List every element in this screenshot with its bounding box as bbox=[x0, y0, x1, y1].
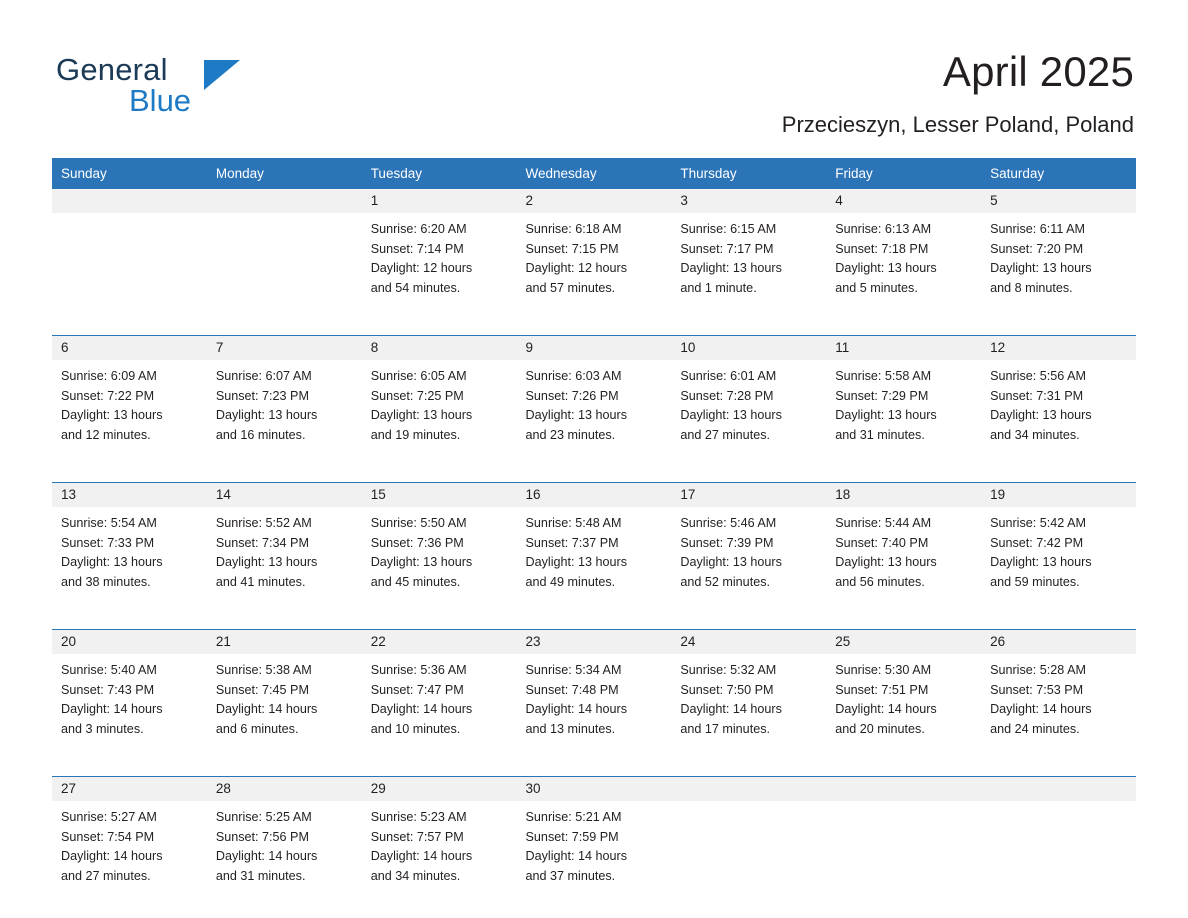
day-sun-info bbox=[207, 654, 362, 739]
week-separator-cell bbox=[362, 764, 517, 777]
day-number: 23 bbox=[525, 634, 541, 649]
calendar-day-cell[interactable] bbox=[362, 630, 517, 765]
day-sun-info-line: Sunset: 7:15 PM bbox=[525, 241, 619, 256]
day-number: 30 bbox=[525, 781, 541, 796]
day-sun-info-line: and 20 minutes. bbox=[835, 721, 925, 736]
day-sun-info-line: Sunset: 7:20 PM bbox=[990, 241, 1084, 256]
logo-text-general: General bbox=[56, 52, 168, 87]
weekday-header-sunday: Sunday bbox=[52, 158, 207, 189]
day-number: 3 bbox=[680, 193, 688, 208]
calendar-day-cell bbox=[981, 777, 1136, 912]
day-sun-info bbox=[981, 360, 1136, 445]
week-separator-cell bbox=[52, 470, 207, 483]
calendar-day-cell[interactable] bbox=[981, 630, 1136, 765]
day-sun-info-line: Sunrise: 5:44 AM bbox=[835, 516, 932, 530]
day-sun-info-line: Sunrise: 5:58 AM bbox=[835, 369, 932, 383]
day-sun-info bbox=[671, 213, 826, 298]
calendar-body bbox=[52, 189, 1136, 912]
day-sun-info-line: Sunset: 7:43 PM bbox=[61, 682, 155, 697]
day-sun-info-line: Sunrise: 6:20 AM bbox=[370, 222, 467, 236]
day-sun-info-line: Sunrise: 6:01 AM bbox=[680, 369, 777, 383]
week-separator-cell bbox=[52, 323, 207, 336]
day-sun-info-line: and 49 minutes. bbox=[525, 574, 616, 589]
day-number: 29 bbox=[370, 781, 386, 796]
day-sun-info-line: Sunrise: 5:30 AM bbox=[835, 663, 932, 677]
day-number: 4 bbox=[835, 193, 843, 208]
day-sun-info-line: and 37 minutes. bbox=[525, 868, 616, 883]
day-sun-info-line: Daylight: 14 hours bbox=[215, 849, 318, 864]
day-sun-info bbox=[826, 213, 981, 298]
page-subtitle: Przecieszyn, Lesser Poland, Poland bbox=[781, 112, 1134, 137]
day-sun-info bbox=[671, 360, 826, 445]
calendar-day-cell[interactable] bbox=[362, 777, 517, 912]
day-sun-info bbox=[517, 507, 672, 592]
day-number: 7 bbox=[215, 340, 224, 355]
day-sun-info-line: and 56 minutes. bbox=[835, 574, 925, 589]
day-sun-info-line: Daylight: 13 hours bbox=[525, 408, 628, 423]
day-sun-info-line: and 31 minutes. bbox=[215, 868, 306, 883]
calendar-day-cell[interactable] bbox=[826, 630, 981, 765]
week-separator-cell bbox=[671, 470, 826, 483]
day-sun-info bbox=[362, 213, 517, 298]
day-sun-info-line: Sunrise: 5:40 AM bbox=[61, 663, 157, 677]
day-sun-info-line: Sunrise: 6:15 AM bbox=[680, 222, 777, 236]
week-separator-cell bbox=[671, 764, 826, 777]
day-sun-info-line: and 19 minutes. bbox=[370, 427, 461, 442]
day-sun-info-line: and 8 minutes. bbox=[990, 280, 1073, 295]
day-sun-info-line: Daylight: 13 hours bbox=[990, 408, 1092, 423]
week-separator-cell bbox=[362, 323, 517, 336]
day-sun-info-line: and 34 minutes. bbox=[990, 427, 1080, 442]
day-sun-info-line: and 24 minutes. bbox=[990, 721, 1080, 736]
weekday-header-thursday: Thursday bbox=[671, 158, 826, 189]
calendar-day-cell[interactable] bbox=[517, 336, 672, 471]
day-number: 10 bbox=[680, 340, 696, 355]
page-header bbox=[0, 0, 1188, 150]
day-sun-info-line: Daylight: 13 hours bbox=[990, 555, 1092, 570]
day-sun-info-line: and 54 minutes. bbox=[370, 280, 461, 295]
day-sun-info-line: and 13 minutes. bbox=[525, 721, 616, 736]
day-sun-info-line: and 52 minutes. bbox=[680, 574, 770, 589]
day-sun-info-line: Daylight: 12 hours bbox=[370, 261, 473, 276]
day-sun-info-line: and 57 minutes. bbox=[525, 280, 616, 295]
calendar-day-cell[interactable] bbox=[207, 777, 362, 912]
week-separator-cell bbox=[207, 617, 362, 630]
day-sun-info-line: Sunset: 7:28 PM bbox=[680, 388, 774, 403]
week-separator-cell bbox=[981, 764, 1136, 777]
day-sun-info-line: Daylight: 13 hours bbox=[680, 261, 782, 276]
calendar-day-cell bbox=[671, 777, 826, 912]
day-sun-info-line: Sunset: 7:56 PM bbox=[215, 829, 309, 844]
day-sun-info-line: Sunrise: 5:27 AM bbox=[61, 810, 157, 824]
day-sun-info-line: and 38 minutes. bbox=[61, 574, 151, 589]
day-sun-info-line: and 27 minutes. bbox=[680, 427, 770, 442]
day-sun-info-line: Sunset: 7:29 PM bbox=[835, 388, 929, 403]
day-sun-info-line: Sunset: 7:45 PM bbox=[215, 682, 309, 697]
calendar-day-cell[interactable] bbox=[671, 189, 826, 324]
week-separator bbox=[52, 470, 1136, 483]
week-separator bbox=[52, 764, 1136, 777]
day-sun-info-line: Sunrise: 5:23 AM bbox=[370, 810, 467, 824]
calendar-day-cell[interactable] bbox=[517, 777, 672, 912]
day-sun-info-line: and 16 minutes. bbox=[215, 427, 306, 442]
day-sun-info-line: Sunset: 7:31 PM bbox=[990, 388, 1084, 403]
day-sun-info-line: Sunset: 7:47 PM bbox=[370, 682, 464, 697]
day-sun-info-line: Sunset: 7:50 PM bbox=[680, 682, 774, 697]
logo-text-blue: Blue bbox=[129, 83, 192, 118]
calendar-week-row bbox=[52, 483, 1136, 618]
day-number: 24 bbox=[680, 634, 696, 649]
week-separator-cell bbox=[207, 764, 362, 777]
day-sun-info bbox=[671, 507, 826, 592]
day-sun-info-line: Sunset: 7:33 PM bbox=[61, 535, 155, 550]
week-separator-cell bbox=[981, 323, 1136, 336]
week-separator-cell bbox=[362, 617, 517, 630]
day-sun-info-line: Sunrise: 5:50 AM bbox=[370, 516, 467, 530]
day-sun-info-line: and 17 minutes. bbox=[680, 721, 770, 736]
day-sun-info bbox=[362, 507, 517, 592]
day-sun-info-line: Sunset: 7:39 PM bbox=[680, 535, 774, 550]
calendar-day-cell bbox=[826, 777, 981, 912]
day-number: 11 bbox=[835, 340, 850, 355]
day-number: 8 bbox=[370, 340, 379, 355]
week-separator-cell bbox=[671, 617, 826, 630]
day-sun-info-line: Sunrise: 5:32 AM bbox=[680, 663, 777, 677]
calendar-day-cell[interactable] bbox=[826, 483, 981, 618]
calendar-week-row bbox=[52, 630, 1136, 765]
day-sun-info-line: Sunset: 7:53 PM bbox=[990, 682, 1084, 697]
week-separator-cell bbox=[52, 617, 207, 630]
weekday-header-wednesday: Wednesday bbox=[517, 158, 672, 189]
day-sun-info-line: Sunrise: 5:25 AM bbox=[215, 810, 312, 824]
week-separator-cell bbox=[826, 617, 981, 630]
day-sun-info-line: Sunrise: 5:36 AM bbox=[370, 663, 467, 677]
weekday-header-saturday: Saturday bbox=[981, 158, 1136, 189]
day-sun-info-line: Daylight: 14 hours bbox=[370, 702, 473, 717]
day-sun-info-line: Sunset: 7:14 PM bbox=[370, 241, 464, 256]
day-sun-info-line: Sunrise: 5:48 AM bbox=[525, 516, 622, 530]
day-sun-info-line: Sunset: 7:42 PM bbox=[990, 535, 1084, 550]
day-number: 6 bbox=[61, 340, 69, 355]
calendar-day-cell[interactable] bbox=[207, 483, 362, 618]
calendar-table bbox=[52, 158, 1136, 911]
day-sun-info-line: Sunset: 7:25 PM bbox=[370, 388, 464, 403]
week-separator-cell bbox=[52, 764, 207, 777]
day-sun-info-line: and 6 minutes. bbox=[215, 721, 299, 736]
day-sun-info-line: and 59 minutes. bbox=[990, 574, 1080, 589]
day-sun-info-line: and 31 minutes. bbox=[835, 427, 925, 442]
day-number: 22 bbox=[370, 634, 386, 649]
day-sun-info-line: and 10 minutes. bbox=[370, 721, 461, 736]
week-separator bbox=[52, 323, 1136, 336]
day-sun-info-line: Sunrise: 5:52 AM bbox=[215, 516, 312, 530]
day-sun-info bbox=[826, 507, 981, 592]
calendar-day-cell[interactable] bbox=[826, 189, 981, 324]
day-sun-info-line: Daylight: 13 hours bbox=[370, 555, 473, 570]
day-sun-info-line: and 41 minutes. bbox=[215, 574, 306, 589]
day-sun-info-line: and 23 minutes. bbox=[525, 427, 616, 442]
week-separator-cell bbox=[517, 617, 672, 630]
day-sun-info-line: Daylight: 13 hours bbox=[215, 555, 318, 570]
day-sun-info-line: Sunset: 7:48 PM bbox=[525, 682, 619, 697]
week-separator-cell bbox=[207, 323, 362, 336]
week-separator-cell bbox=[362, 470, 517, 483]
day-number: 16 bbox=[525, 487, 541, 502]
day-number: 17 bbox=[680, 487, 696, 502]
day-sun-info-line: Sunrise: 6:05 AM bbox=[370, 369, 467, 383]
day-sun-info-line: Daylight: 14 hours bbox=[525, 702, 628, 717]
calendar-day-cell[interactable] bbox=[981, 189, 1136, 324]
weekday-header-tuesday: Tuesday bbox=[362, 158, 517, 189]
day-sun-info-line: Daylight: 13 hours bbox=[370, 408, 473, 423]
day-number: 13 bbox=[61, 487, 77, 502]
calendar-day-cell bbox=[207, 189, 362, 324]
calendar-day-cell[interactable] bbox=[517, 630, 672, 765]
day-sun-info-line: Daylight: 13 hours bbox=[61, 555, 163, 570]
day-sun-info-line: Daylight: 14 hours bbox=[61, 702, 163, 717]
general-blue-logo bbox=[56, 52, 256, 116]
calendar-day-cell[interactable] bbox=[671, 336, 826, 471]
day-number: 18 bbox=[835, 487, 851, 502]
day-sun-info-line: Daylight: 13 hours bbox=[680, 555, 782, 570]
day-sun-info bbox=[52, 507, 207, 592]
day-number: 19 bbox=[990, 487, 1006, 502]
calendar-week-row bbox=[52, 777, 1136, 912]
day-sun-info-line: and 27 minutes. bbox=[61, 868, 151, 883]
calendar-day-cell[interactable] bbox=[671, 483, 826, 618]
day-sun-info-line: and 34 minutes. bbox=[370, 868, 461, 883]
day-number: 14 bbox=[215, 487, 231, 502]
week-separator-cell bbox=[517, 470, 672, 483]
calendar-day-cell[interactable] bbox=[671, 630, 826, 765]
day-sun-info-line: Sunrise: 5:42 AM bbox=[990, 516, 1086, 530]
day-number: 27 bbox=[61, 781, 77, 796]
week-separator-cell bbox=[826, 323, 981, 336]
weekday-header-monday: Monday bbox=[207, 158, 362, 189]
logo-triangle-icon bbox=[204, 60, 240, 90]
day-sun-info-line: Sunrise: 6:13 AM bbox=[835, 222, 932, 236]
day-number: 9 bbox=[525, 340, 534, 355]
week-separator-cell bbox=[981, 470, 1136, 483]
day-sun-info-line: Sunrise: 5:34 AM bbox=[525, 663, 622, 677]
day-sun-info-line: Sunrise: 6:11 AM bbox=[990, 222, 1086, 236]
day-sun-info-line: and 12 minutes. bbox=[61, 427, 151, 442]
day-sun-info-line: Daylight: 14 hours bbox=[370, 849, 473, 864]
day-sun-info-line: Sunrise: 5:54 AM bbox=[61, 516, 157, 530]
day-sun-info-line: Daylight: 14 hours bbox=[61, 849, 163, 864]
day-sun-info bbox=[52, 360, 207, 445]
day-sun-info-line: Sunset: 7:36 PM bbox=[370, 535, 464, 550]
day-sun-info-line: Daylight: 13 hours bbox=[61, 408, 163, 423]
day-sun-info bbox=[207, 507, 362, 592]
day-sun-info bbox=[362, 360, 517, 445]
calendar-day-cell[interactable] bbox=[52, 777, 207, 912]
week-separator-cell bbox=[517, 764, 672, 777]
day-sun-info bbox=[517, 654, 672, 739]
day-number: 20 bbox=[61, 634, 77, 649]
day-sun-info-line: Sunset: 7:57 PM bbox=[370, 829, 464, 844]
calendar-day-cell[interactable] bbox=[207, 336, 362, 471]
weekday-header-friday: Friday bbox=[826, 158, 981, 189]
day-number: 5 bbox=[990, 193, 998, 208]
day-sun-info bbox=[671, 654, 826, 739]
day-sun-info-line: Sunset: 7:26 PM bbox=[525, 388, 619, 403]
day-sun-info bbox=[362, 801, 517, 886]
day-sun-info-line: Sunrise: 6:18 AM bbox=[525, 222, 622, 236]
weekday-header-row bbox=[52, 158, 1136, 189]
day-sun-info-line: Sunset: 7:18 PM bbox=[835, 241, 929, 256]
day-sun-info bbox=[517, 213, 672, 298]
day-number: 1 bbox=[370, 193, 379, 208]
calendar-day-cell[interactable] bbox=[52, 483, 207, 618]
day-sun-info-line: Sunrise: 6:07 AM bbox=[215, 369, 312, 383]
day-sun-info bbox=[517, 360, 672, 445]
day-sun-info bbox=[981, 654, 1136, 739]
week-separator-cell bbox=[207, 470, 362, 483]
day-number: 25 bbox=[835, 634, 851, 649]
day-sun-info-line: Sunrise: 5:28 AM bbox=[990, 663, 1086, 677]
day-sun-info-line: Sunrise: 5:38 AM bbox=[215, 663, 312, 677]
calendar-day-cell[interactable] bbox=[981, 336, 1136, 471]
day-sun-info bbox=[826, 360, 981, 445]
day-sun-info-line: Daylight: 12 hours bbox=[525, 261, 628, 276]
day-sun-info-line: Sunset: 7:37 PM bbox=[525, 535, 619, 550]
calendar-day-cell[interactable] bbox=[52, 336, 207, 471]
day-sun-info bbox=[981, 213, 1136, 298]
calendar-day-cell[interactable] bbox=[362, 336, 517, 471]
day-number: 26 bbox=[990, 634, 1006, 649]
day-sun-info bbox=[207, 360, 362, 445]
calendar-day-cell[interactable] bbox=[981, 483, 1136, 618]
day-sun-info bbox=[362, 654, 517, 739]
day-sun-info bbox=[981, 507, 1136, 592]
day-sun-info-line: Sunrise: 5:46 AM bbox=[680, 516, 777, 530]
calendar-day-cell[interactable] bbox=[826, 336, 981, 471]
day-sun-info-line: Daylight: 14 hours bbox=[215, 702, 318, 717]
calendar-week-row bbox=[52, 189, 1136, 324]
day-sun-info-line: Daylight: 13 hours bbox=[680, 408, 782, 423]
week-separator-cell bbox=[981, 617, 1136, 630]
day-sun-info-line: Daylight: 14 hours bbox=[990, 702, 1092, 717]
calendar-day-cell[interactable] bbox=[362, 483, 517, 618]
day-number: 28 bbox=[215, 781, 231, 796]
page-title: April 2025 bbox=[942, 48, 1134, 95]
day-sun-info bbox=[826, 654, 981, 739]
day-sun-info-line: Sunset: 7:40 PM bbox=[835, 535, 929, 550]
calendar-day-cell[interactable] bbox=[362, 189, 517, 324]
day-sun-info-line: Daylight: 13 hours bbox=[835, 408, 937, 423]
day-number: 12 bbox=[990, 340, 1006, 355]
week-separator-cell bbox=[517, 323, 672, 336]
day-sun-info-line: and 1 minute. bbox=[680, 280, 757, 295]
day-sun-info-line: Sunrise: 6:03 AM bbox=[525, 369, 622, 383]
day-sun-info-line: Sunrise: 5:21 AM bbox=[525, 810, 622, 824]
day-sun-info-line: and 45 minutes. bbox=[370, 574, 461, 589]
day-sun-info-line: Daylight: 13 hours bbox=[525, 555, 628, 570]
day-sun-info-line: Sunset: 7:34 PM bbox=[215, 535, 309, 550]
day-sun-info-line: Sunrise: 5:56 AM bbox=[990, 369, 1086, 383]
day-sun-info-line: Daylight: 13 hours bbox=[990, 261, 1092, 276]
day-sun-info-line: Sunset: 7:23 PM bbox=[215, 388, 309, 403]
calendar-day-cell[interactable] bbox=[207, 630, 362, 765]
day-sun-info-line: Daylight: 14 hours bbox=[680, 702, 782, 717]
day-sun-info-line: and 5 minutes. bbox=[835, 280, 918, 295]
day-sun-info-line: Sunset: 7:17 PM bbox=[680, 241, 774, 256]
day-sun-info bbox=[517, 801, 672, 886]
day-sun-info-line: Daylight: 14 hours bbox=[835, 702, 937, 717]
calendar-day-cell[interactable] bbox=[52, 630, 207, 765]
day-sun-info-line: Daylight: 14 hours bbox=[525, 849, 628, 864]
day-sun-info-line: Sunset: 7:22 PM bbox=[61, 388, 155, 403]
week-separator-cell bbox=[671, 323, 826, 336]
calendar-day-cell[interactable] bbox=[517, 483, 672, 618]
day-sun-info-line: Sunset: 7:54 PM bbox=[61, 829, 155, 844]
day-sun-info-line: Sunset: 7:51 PM bbox=[835, 682, 929, 697]
day-number: 2 bbox=[525, 193, 534, 208]
day-sun-info bbox=[52, 801, 207, 886]
day-sun-info-line: Daylight: 13 hours bbox=[835, 261, 937, 276]
week-separator bbox=[52, 617, 1136, 630]
calendar-day-cell[interactable] bbox=[517, 189, 672, 324]
day-sun-info-line: and 3 minutes. bbox=[61, 721, 144, 736]
calendar-week-row bbox=[52, 336, 1136, 471]
calendar-day-cell bbox=[52, 189, 207, 324]
week-separator-cell bbox=[826, 764, 981, 777]
day-number: 15 bbox=[370, 487, 386, 502]
day-sun-info-line: Sunrise: 6:09 AM bbox=[61, 369, 157, 383]
day-sun-info bbox=[207, 801, 362, 886]
day-sun-info-line: Daylight: 13 hours bbox=[835, 555, 937, 570]
day-sun-info-line: Daylight: 13 hours bbox=[215, 408, 318, 423]
day-sun-info-line: Sunset: 7:59 PM bbox=[525, 829, 619, 844]
day-number: 21 bbox=[215, 634, 231, 649]
day-sun-info bbox=[52, 654, 207, 739]
week-separator-cell bbox=[826, 470, 981, 483]
